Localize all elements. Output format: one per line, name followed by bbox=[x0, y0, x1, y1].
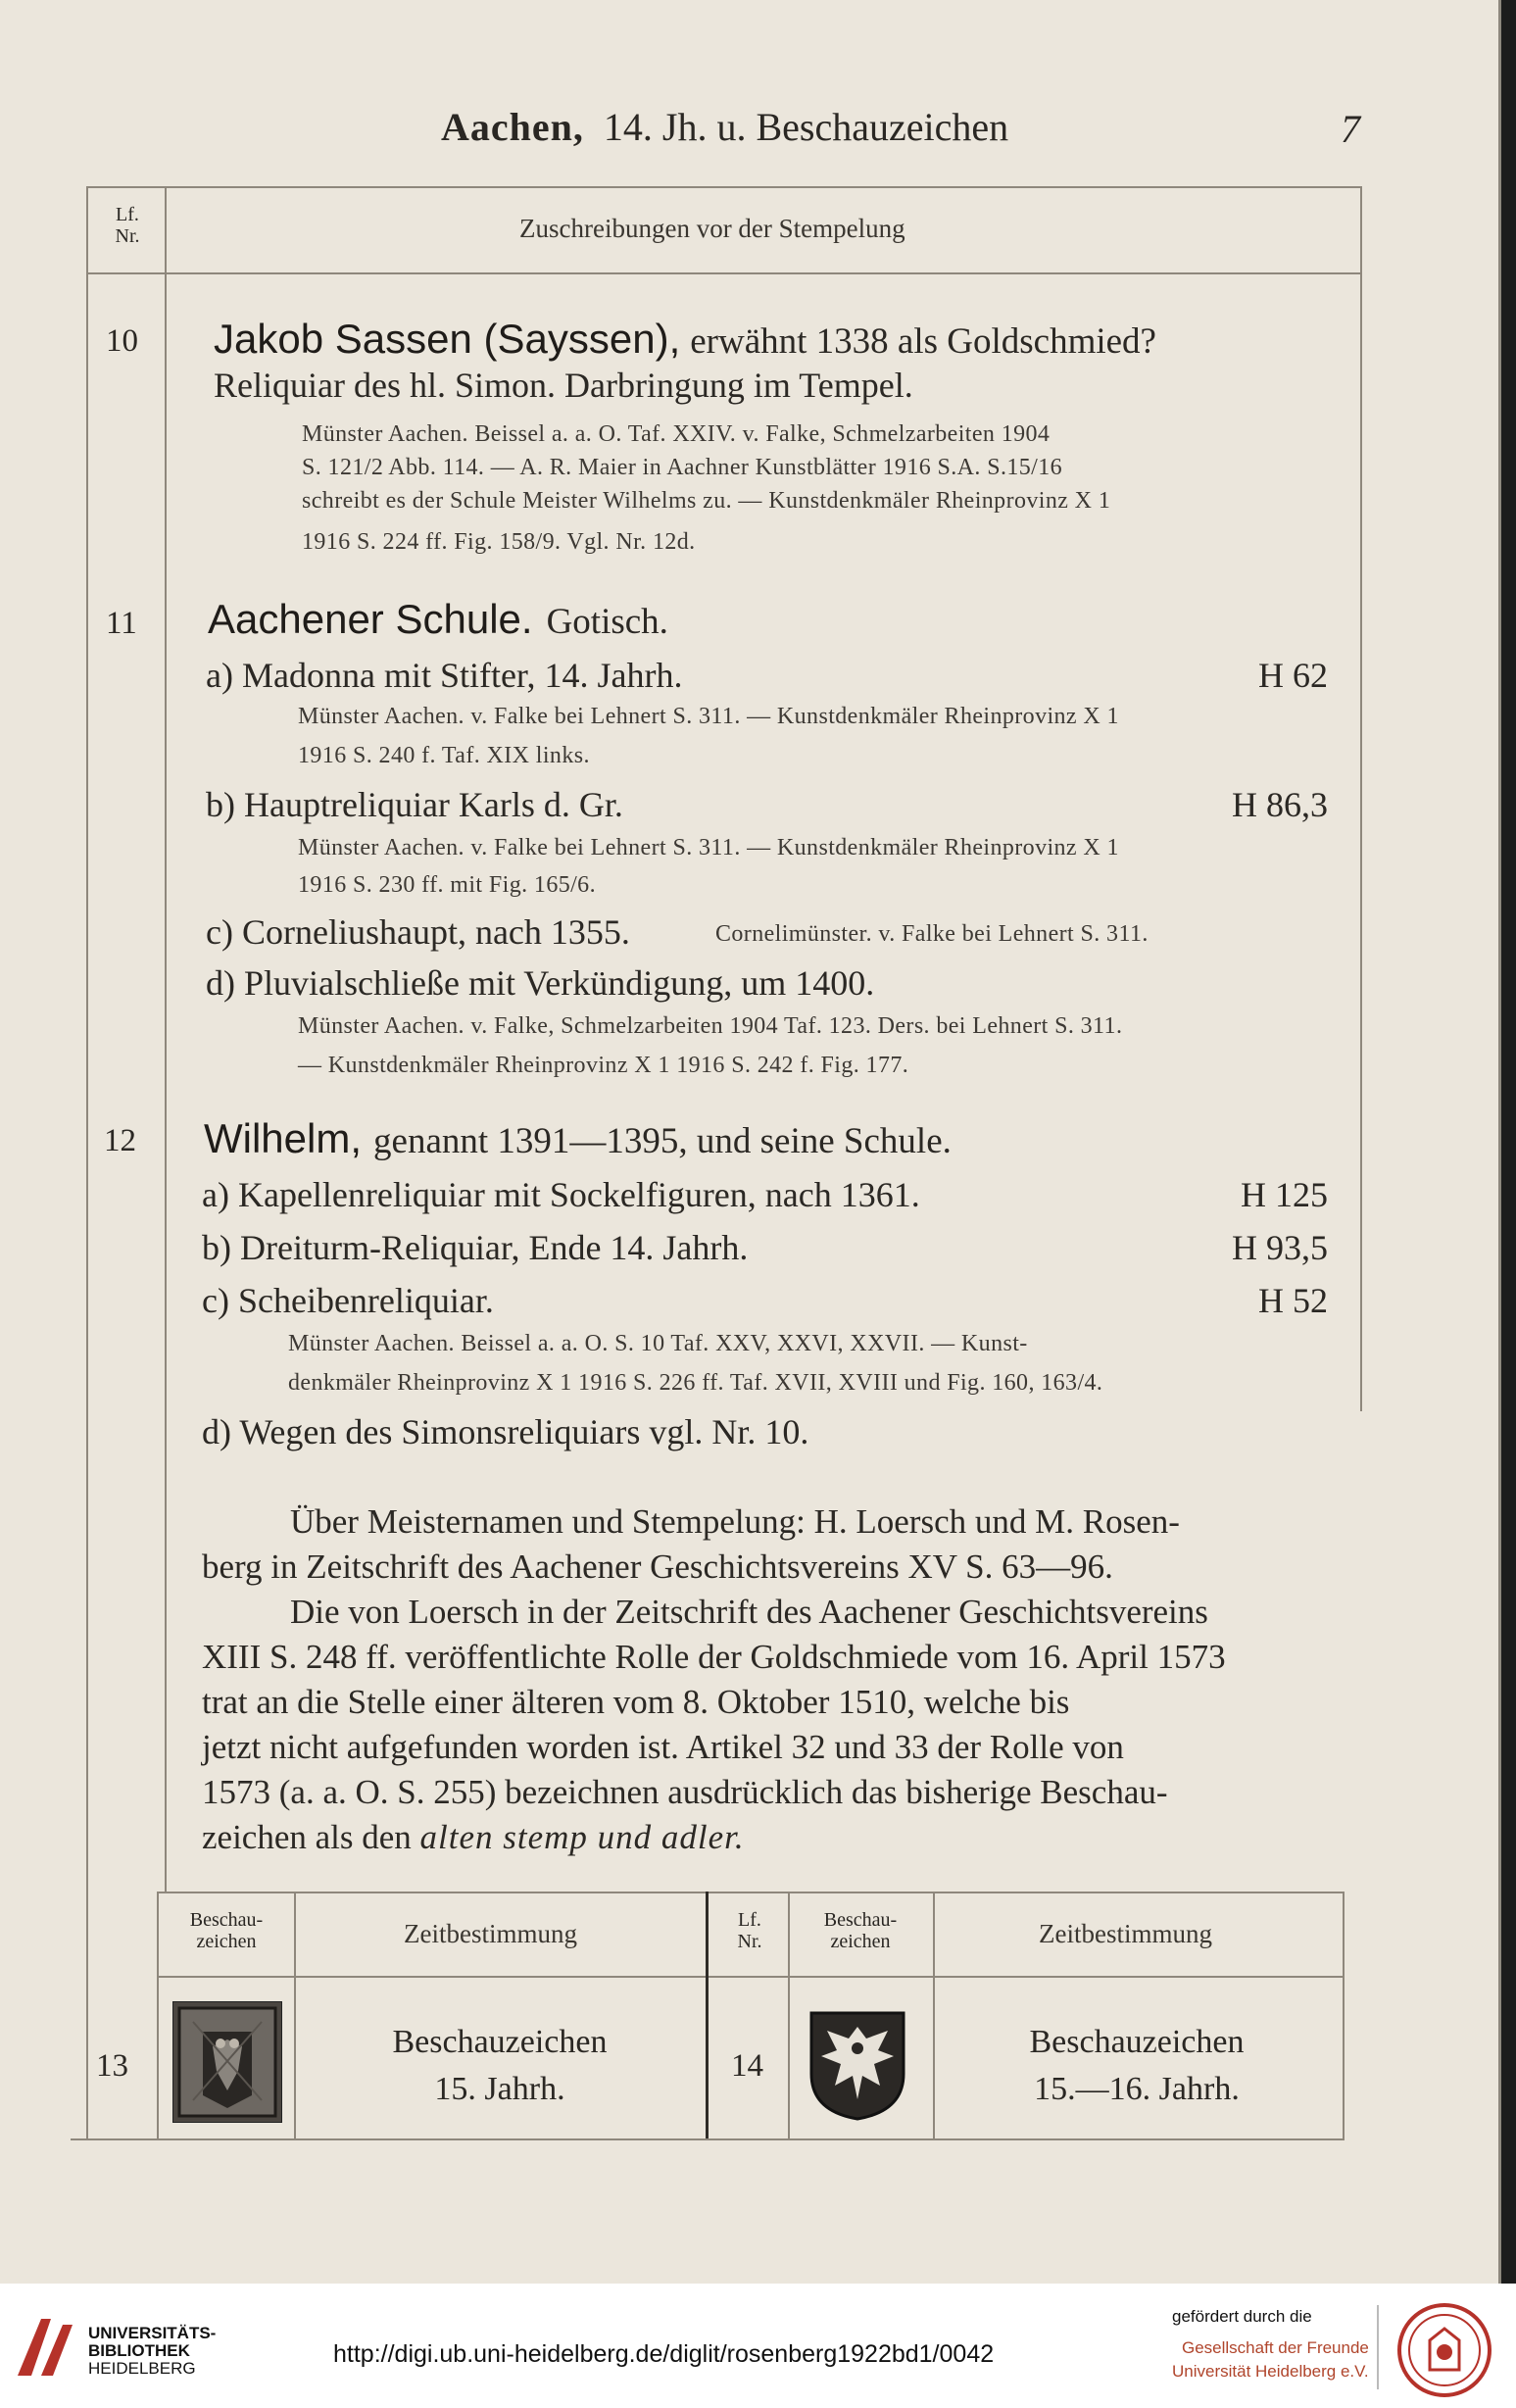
item-c: c) Scheibenreliquiar. bbox=[202, 1281, 494, 1320]
reference-line: Münster Aachen. Beissel a. a. O. Taf. XXIV. v. Falke, Schmelzarbeiten 1904 bbox=[302, 421, 1051, 447]
paragraph-line: trat an die Stelle einer älteren vom 8. Oktober 1510, welche bis bbox=[202, 1683, 1070, 1721]
item-b: b) Dreiturm-Reliquiar, Ende 14. Jahrh. bbox=[202, 1228, 749, 1267]
bottom-table-head-rule bbox=[157, 1976, 1343, 1978]
sponsor-intro: gefördert durch die bbox=[1172, 2307, 1312, 2326]
entry-title-rest: Gotisch. bbox=[546, 602, 668, 642]
item-height: H 62 bbox=[1258, 656, 1328, 695]
reference-line: denkmäler Rheinprovinz X 1 1916 S. 226 ff. Taf. XVII, XVIII und Fig. 160, 163/4. bbox=[288, 1370, 1103, 1396]
paragraph-last-text: zeichen als den bbox=[202, 1818, 412, 1856]
running-header bbox=[441, 104, 1008, 150]
entry-subject: Reliquiar des hl. Simon. Darbringung im Tempel. bbox=[214, 366, 913, 405]
paragraph-line: XIII S. 248 ff. veröffentlichte Rolle der Goldschmiede vom 16. April 1573 bbox=[202, 1638, 1226, 1676]
row-number: 14 bbox=[731, 2048, 763, 2084]
bottom-col-divider bbox=[294, 1892, 296, 2138]
column-header: Zuschreibungen vor der Stempelung bbox=[519, 214, 905, 243]
item-b: b) Hauptreliquiar Karls d. Gr. bbox=[206, 785, 623, 824]
university-seal-icon bbox=[1395, 2301, 1493, 2399]
zeit-period: 15. Jahrh. bbox=[434, 2071, 565, 2107]
header-city: Aachen, bbox=[441, 105, 584, 149]
library-line: HEIDELBERG bbox=[88, 2359, 196, 2378]
nr-column-divider bbox=[165, 186, 167, 1892]
reference-line: 1916 S. 240 f. Taf. XIX links. bbox=[298, 743, 590, 768]
footer-bar bbox=[0, 2284, 1516, 2408]
table-top-rule bbox=[86, 186, 1360, 188]
sponsor-name: Gesellschaft der Freunde bbox=[1182, 2338, 1369, 2357]
item-height: H 86,3 bbox=[1232, 785, 1328, 824]
table-head-rule bbox=[86, 272, 1360, 274]
lf-nr-header: Lf. Nr. bbox=[115, 204, 140, 247]
table-right-border bbox=[1360, 186, 1362, 1411]
beschau-header: Beschau- zeichen bbox=[189, 1909, 264, 1952]
bottom-col-divider bbox=[788, 1892, 790, 2138]
university-seal bbox=[1395, 2301, 1493, 2404]
zeit-label: Beschauzeichen bbox=[392, 2024, 608, 2060]
bottom-table-top-rule bbox=[157, 1892, 1343, 1893]
reference-line: 1916 S. 224 ff. Fig. 158/9. Vgl. Nr. 12d. bbox=[302, 529, 696, 555]
paragraph-line: jetzt nicht aufgefunden worden ist. Artikel 32 und 33 der Rolle von bbox=[202, 1728, 1124, 1766]
item-height: H 52 bbox=[1258, 1281, 1328, 1320]
bottom-table-right-border bbox=[1343, 1892, 1345, 2138]
source-url[interactable]: http://digi.ub.uni-heidelberg.de/diglit/rosenberg1922bd1/0042 bbox=[333, 2340, 995, 2368]
reference-line: Cornelimünster. v. Falke bei Lehnert S. 311. bbox=[715, 921, 1149, 947]
zeit-header: Zeitbestimmung bbox=[1039, 1919, 1212, 1948]
library-line: BIBLIOTHEK bbox=[88, 2341, 190, 2360]
entry-number: 12 bbox=[104, 1123, 136, 1158]
reference-line: Münster Aachen. v. Falke bei Lehnert S. 311. — Kunstdenkmäler Rheinprovinz X 1 bbox=[298, 835, 1119, 860]
sponsor-name: Universität Heidelberg e.V. bbox=[1172, 2362, 1369, 2381]
library-logo-icon bbox=[12, 2311, 80, 2382]
page-number: 7 bbox=[1341, 107, 1360, 151]
eagle-hallmark-icon bbox=[173, 2002, 281, 2122]
paragraph-line: berg in Zeitschrift des Aachener Geschichtsvereins XV S. 63—96. bbox=[202, 1548, 1113, 1586]
library-name bbox=[88, 2325, 216, 2378]
entry-heading bbox=[214, 316, 1156, 363]
zeit-label: Beschauzeichen bbox=[1029, 2024, 1245, 2060]
library-logo bbox=[12, 2311, 80, 2386]
row-number: 13 bbox=[96, 2048, 128, 2084]
eagle-shield-icon bbox=[804, 2005, 911, 2123]
paragraph-last-line bbox=[202, 1815, 1321, 1860]
footer-divider bbox=[1377, 2305, 1379, 2389]
lf-nr-header: Lf. Nr. bbox=[737, 1909, 762, 1952]
entry-title: Aachener Schule. bbox=[208, 596, 533, 642]
entry-title-rest: erwähnt 1338 als Goldschmied? bbox=[690, 321, 1156, 362]
entry-title-rest: genannt 1391—1395, und seine Schule. bbox=[373, 1121, 952, 1161]
bottom-col-divider-bold bbox=[706, 1892, 709, 2138]
bottom-table-bottom-rule bbox=[71, 2138, 1345, 2140]
entry-number: 10 bbox=[106, 323, 138, 359]
beschau-header: Beschau- zeichen bbox=[823, 1909, 898, 1952]
entry-heading bbox=[208, 596, 668, 643]
reference-line: Münster Aachen. Beissel a. a. O. S. 10 Taf. XXV, XXVI, XXVII. — Kunst- bbox=[288, 1331, 1028, 1356]
paragraph-line: Über Meisternamen und Stempelung: H. Loersch und M. Rosen- bbox=[290, 1502, 1180, 1541]
item-a: a) Kapellenreliquiar mit Sockelfiguren, nach 1361. bbox=[202, 1175, 920, 1214]
item-height: H 125 bbox=[1241, 1175, 1328, 1214]
item-height: H 93,5 bbox=[1232, 1228, 1328, 1267]
reference-line: Münster Aachen. v. Falke bei Lehnert S. 311. — Kunstdenkmäler Rheinprovinz X 1 bbox=[298, 704, 1119, 729]
entry-title: Wilhelm, bbox=[204, 1115, 363, 1161]
reference-line: S. 121/2 Abb. 114. — A. R. Maier in Aachner Kunstblätter 1916 S.A. S.15/16 bbox=[302, 455, 1063, 480]
library-line: UNIVERSITÄTS- bbox=[88, 2324, 217, 2342]
reference-line: schreibt es der Schule Meister Wilhelms zu. — Kunstdenkmäler Rheinprovinz X 1 bbox=[302, 488, 1111, 514]
paragraph-line: Die von Loersch in der Zeitschrift des Aachener Geschichtsvereins bbox=[290, 1593, 1208, 1631]
item-d: d) Wegen des Simonsreliquiars vgl. Nr. 10. bbox=[202, 1412, 809, 1451]
table-left-border bbox=[86, 186, 88, 2138]
reference-line: 1916 S. 230 ff. mit Fig. 165/6. bbox=[298, 872, 596, 898]
item-d: d) Pluvialschließe mit Verkündigung, um 1400. bbox=[206, 963, 875, 1003]
zeit-period: 15.—16. Jahrh. bbox=[1034, 2071, 1240, 2107]
entry-title: Jakob Sassen (Sayssen), bbox=[214, 316, 681, 362]
reference-line: — Kunstdenkmäler Rheinprovinz X 1 1916 S. 242 f. Fig. 177. bbox=[298, 1053, 909, 1078]
bottom-col-divider bbox=[933, 1892, 935, 2138]
paragraph bbox=[202, 1499, 1321, 1860]
zeit-header: Zeitbestimmung bbox=[404, 1919, 577, 1948]
entry-heading bbox=[204, 1115, 952, 1162]
reference-line: Münster Aachen. v. Falke, Schmelzarbeiten 1904 Taf. 123. Ders. bei Lehnert S. 311. bbox=[298, 1013, 1123, 1039]
paragraph-line: 1573 (a. a. O. S. 255) bezeichnen ausdrücklich das bisherige Beschau- bbox=[202, 1773, 1168, 1811]
hallmark-image bbox=[804, 2005, 911, 2128]
entry-number: 11 bbox=[106, 606, 137, 641]
bottom-col-divider bbox=[157, 1892, 159, 2138]
item-c: c) Corneliushaupt, nach 1355. bbox=[206, 912, 630, 952]
header-subtitle: 14. Jh. u. Beschauzeichen bbox=[603, 105, 1009, 149]
item-a: a) Madonna mit Stifter, 14. Jahrh. bbox=[206, 656, 683, 695]
paragraph-quote: alten stemp und adler. bbox=[419, 1818, 745, 1856]
hallmark-image bbox=[172, 2001, 282, 2123]
